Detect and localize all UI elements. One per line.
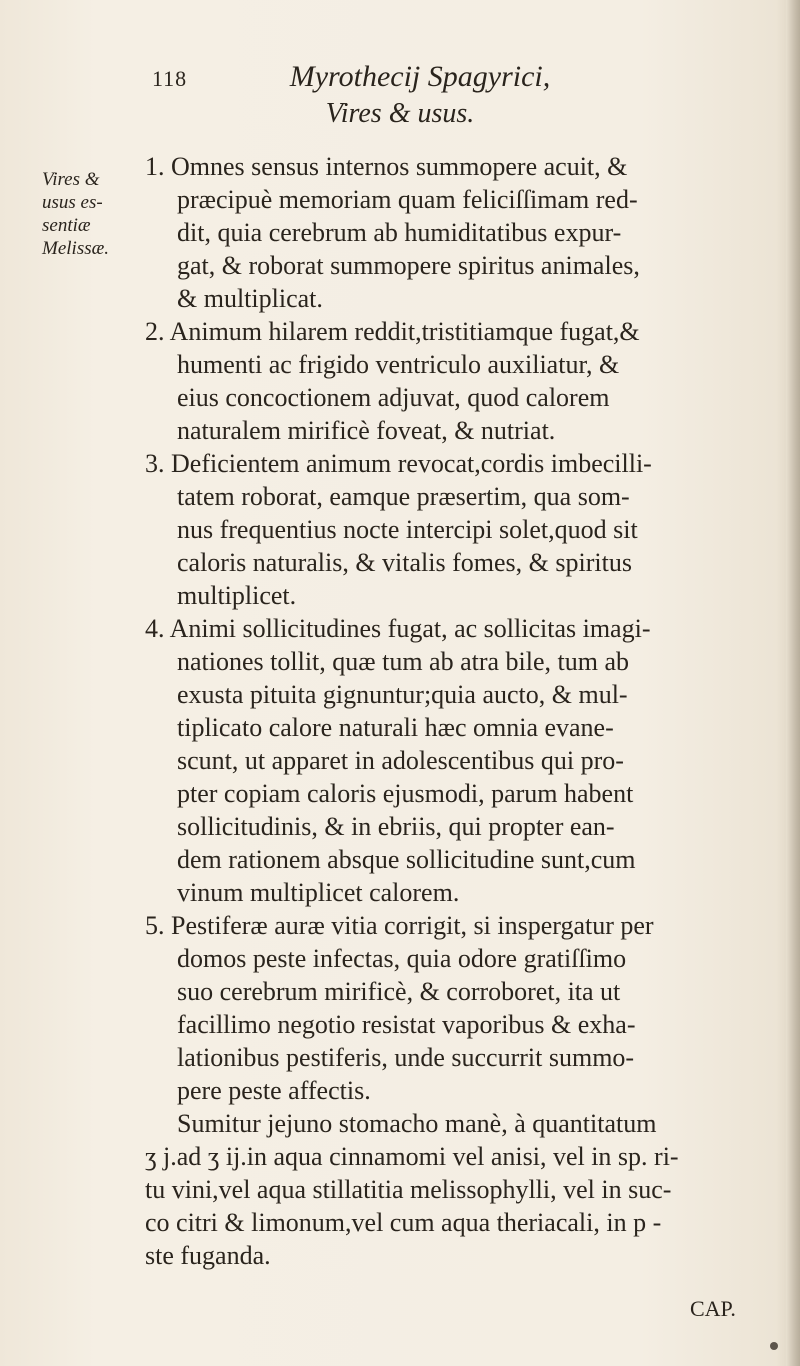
text-line: dem rationem absque sollicitudine sunt,cum	[177, 845, 636, 874]
margin-note-line: Vires &	[42, 169, 100, 190]
text-line: 1. Omnes sensus internos summopere acuit, &	[145, 152, 628, 181]
text-line: tu vini,vel aqua stillatitia melissophylli, vel in suc-	[145, 1175, 672, 1204]
text-line: 3. Deficientem animum revocat,cordis imbecilli-	[145, 449, 652, 478]
text-line: sollicitudinis, & in ebriis, qui propter ean-	[177, 812, 615, 841]
text-line: suo cerebrum mirificè, & corroboret, ita ut	[177, 977, 621, 1006]
text-line: naturalem mirificè foveat, & nutriat.	[177, 416, 556, 445]
text-line: & multiplicat.	[177, 284, 323, 313]
text-line: lationibus pestiferis, unde succurrit summo-	[177, 1043, 635, 1072]
text-line: nationes tollit, quæ tum ab atra bile, tum ab	[177, 647, 630, 676]
text-line: facillimo negotio resistat vaporibus & exha-	[177, 1010, 636, 1039]
text-line: exusta pituita gignuntur;quia aucto, & mul-	[177, 680, 628, 709]
text-line: tatem roborat, eamque præsertim, qua som-	[177, 482, 630, 511]
text-line: 2. Animum hilarem reddit,tristitiamque fugat,&	[145, 317, 640, 346]
text-line: pere peste affectis.	[177, 1076, 371, 1105]
page-number: 118	[152, 66, 188, 91]
text-line: 4. Animi sollicitudines fugat, ac sollicitas imagi-	[145, 614, 651, 643]
text-line: ʒ j.ad ʒ ij.in aqua cinnamomi vel anisi, vel in sp. ri-	[145, 1142, 679, 1171]
ink-spot	[770, 1342, 778, 1350]
body-text	[145, 150, 785, 1272]
margin-note-line: usus es-	[42, 192, 103, 213]
text-line: 5. Pestiferæ auræ vitia corrigit, si inspergatur per	[145, 911, 654, 940]
text-line: humenti ac frigido ventriculo auxiliatur, &	[177, 350, 620, 379]
text-line: ste fuganda.	[145, 1241, 271, 1270]
running-title: Myrothecij Spagyrici,	[289, 60, 551, 93]
catchword: CAP.	[690, 1296, 736, 1321]
text-line: Sumitur jejuno stomacho manè, à quantitatum	[177, 1109, 657, 1138]
text-line: pter copiam caloris ejusmodi, parum habent	[177, 779, 634, 808]
text-line: tiplicato calore naturali hæc omnia evane-	[177, 713, 614, 742]
margin-note	[42, 168, 132, 260]
text-line: domos peste infectas, quia odore gratiſſimo	[177, 944, 627, 973]
section-title: Vires & usus.	[325, 98, 475, 129]
text-line: co citri & limonum,vel cum aqua theriacali, in p -	[145, 1208, 662, 1237]
text-line: gat, & roborat summopere spiritus animales,	[177, 251, 640, 280]
text-line: scunt, ut apparet in adolescentibus qui pro-	[177, 746, 624, 775]
text-line: præcipuè memoriam quam feliciſſimam red-	[177, 185, 638, 214]
text-line: dit, quia cerebrum ab humiditatibus expur-	[177, 218, 622, 247]
text-line: nus frequentius nocte intercipi solet,quod sit	[177, 515, 638, 544]
text-line: multiplicet.	[177, 581, 297, 610]
page-edge	[786, 0, 800, 1366]
margin-note-line: sentiæ	[42, 215, 91, 236]
margin-note-line: Melissæ.	[42, 238, 110, 259]
text-line: caloris naturalis, & vitalis fomes, & spiritus	[177, 548, 632, 577]
text-line: vinum multiplicet calorem.	[177, 878, 460, 907]
text-line: eius concoctionem adjuvat, quod calorem	[177, 383, 610, 412]
